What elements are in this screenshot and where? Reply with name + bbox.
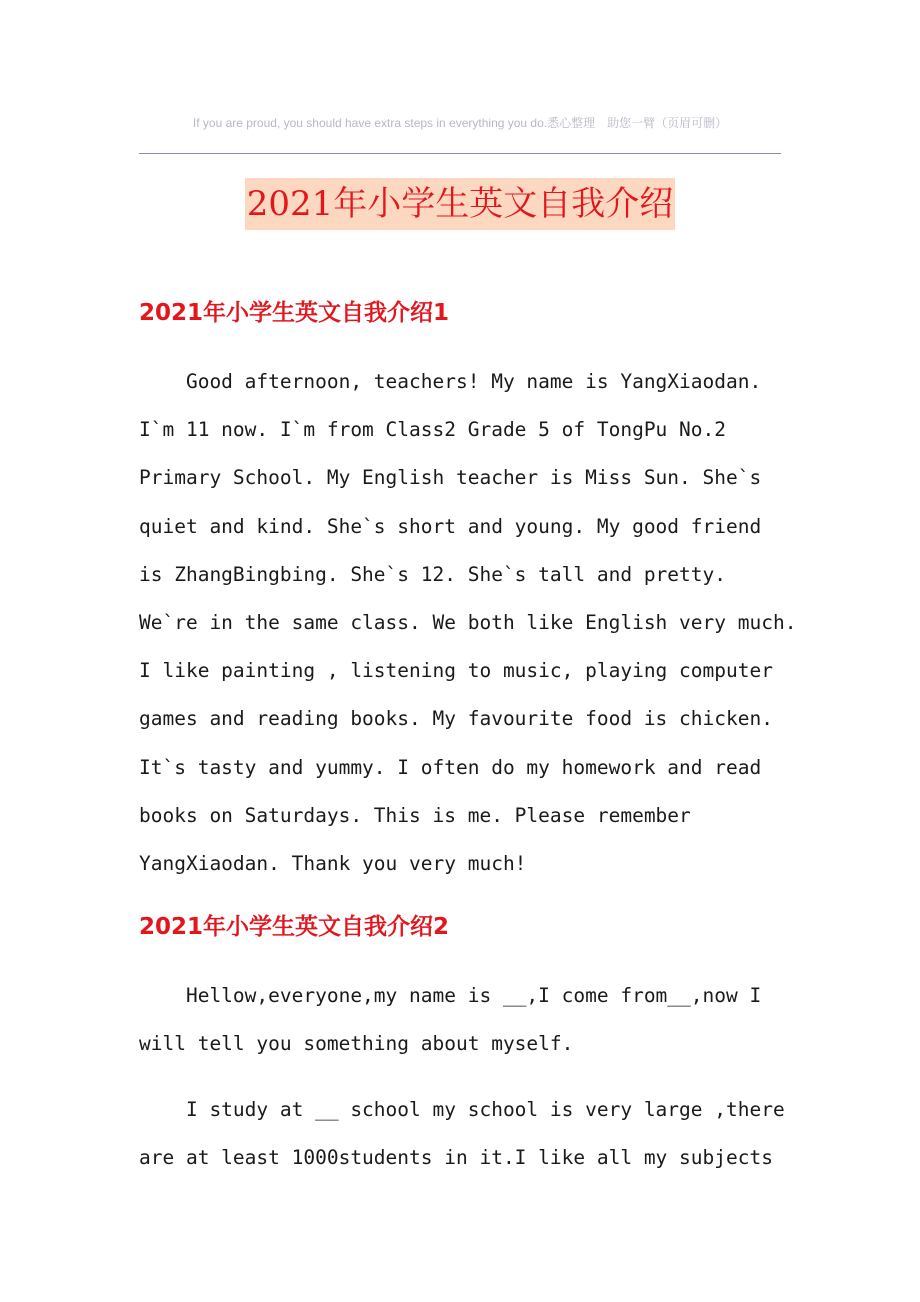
text-line: games and reading books. My favourite food is chicken.	[139, 707, 773, 731]
text-line: I`m 11 now. I`m from Class2 Grade 5 of TongPu No.2	[139, 418, 726, 442]
text-line: Good afternoon, teachers! My name is YangXiaodan.	[139, 370, 762, 393]
text-line: are at least 1000students in it.I like all my subjects	[139, 1146, 773, 1170]
text-line: Primary School. My English teacher is Miss Sun. She`s	[139, 466, 762, 490]
text-line: Hellow,everyone,my name is __,I come from__,now I	[139, 984, 762, 1007]
text-line: will tell you something about myself.	[139, 1032, 574, 1056]
text-line: We`re in the same class. We both like English very much.	[139, 610, 797, 634]
section-heading-2: 2021年小学生英文自我介绍2	[139, 914, 450, 940]
text-line: YangXiaodan. Thank you very much!	[139, 851, 527, 875]
text-line: is ZhangBingbing. She`s 12. She`s tall and pretty.	[139, 562, 726, 586]
text-line: I like painting , listening to music, playing computer	[139, 659, 773, 683]
text-line: quiet and kind. She`s short and young. My good friend	[139, 514, 762, 538]
section-2-paragraph-1	[139, 972, 799, 1068]
page-header-note: If you are proud, you should have extra steps in everything you do.悉心整理 助您一臂（页眉可删）	[192, 116, 728, 130]
section-heading-1: 2021年小学生英文自我介绍1	[139, 300, 450, 326]
document-title: 2021年小学生英文自我介绍	[245, 178, 676, 230]
text-line: I study at __ school my school is very large ,there	[139, 1098, 785, 1121]
section-1-paragraph-1	[139, 358, 799, 888]
text-line: It`s tasty and yummy. I often do my homework and read	[139, 755, 762, 779]
document-title-container	[0, 178, 920, 230]
section-2-paragraph-2	[139, 1086, 799, 1182]
text-line: books on Saturdays. This is me. Please remember	[139, 803, 691, 827]
header-divider	[139, 153, 781, 154]
